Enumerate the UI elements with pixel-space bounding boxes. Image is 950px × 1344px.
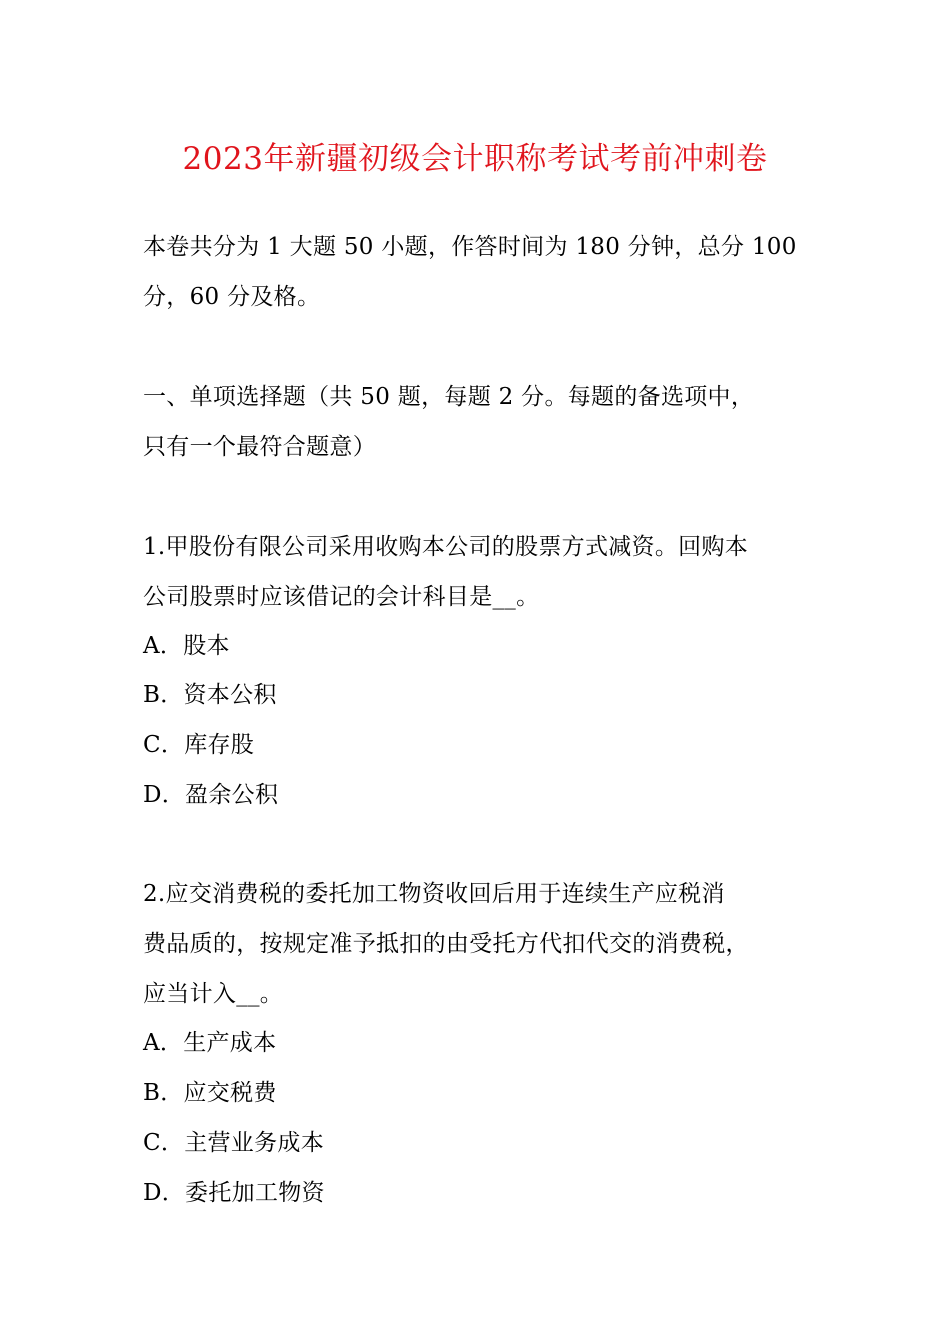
exam-intro-line-2: 分，60 分及格。: [143, 284, 321, 310]
section-heading-line-1: 一、单项选择题（共 50 题，每题 2 分。每题的备选项中，: [143, 384, 755, 410]
document-title: 2023年新疆初级会计职称考试考前冲刺卷: [182, 141, 768, 177]
question-1-line-2: 公司股票时应该借记的会计科目是__。: [143, 584, 540, 610]
question-1-option-d: D．盈余公积: [143, 782, 279, 808]
question-1-stem: [143, 522, 823, 622]
exam-intro: [143, 222, 823, 322]
question-2-option-b: B．应交税费: [143, 1080, 277, 1106]
exam-intro-line-1: 本卷共分为 1 大题 50 小题，作答时间为 180 分钟，总分 100: [143, 234, 797, 260]
question-1-option-b: B．资本公积: [143, 682, 277, 708]
question-1-option-c: C．库存股: [143, 732, 255, 758]
section-heading: [143, 372, 823, 472]
question-1-option-a: A．股本: [143, 633, 230, 659]
question-2-stem: [143, 869, 823, 1019]
question-2-line-2: 费品质的，按规定准予抵扣的由受托方代扣代交的消费税，: [143, 931, 749, 957]
question-2-option-a: A．生产成本: [143, 1030, 277, 1056]
question-2-line-3: 应当计入__。: [143, 981, 284, 1007]
question-2-option-c: C．主营业务成本: [143, 1130, 324, 1156]
question-2-line-1: 2.应交消费税的委托加工物资收回后用于连续生产应税消: [143, 881, 725, 907]
question-2-option-d: D．委托加工物资: [143, 1180, 325, 1206]
question-1-line-1: 1.甲股份有限公司采用收购本公司的股票方式减资。回购本: [143, 534, 749, 560]
section-heading-line-2: 只有一个最符合题意）: [143, 434, 376, 460]
